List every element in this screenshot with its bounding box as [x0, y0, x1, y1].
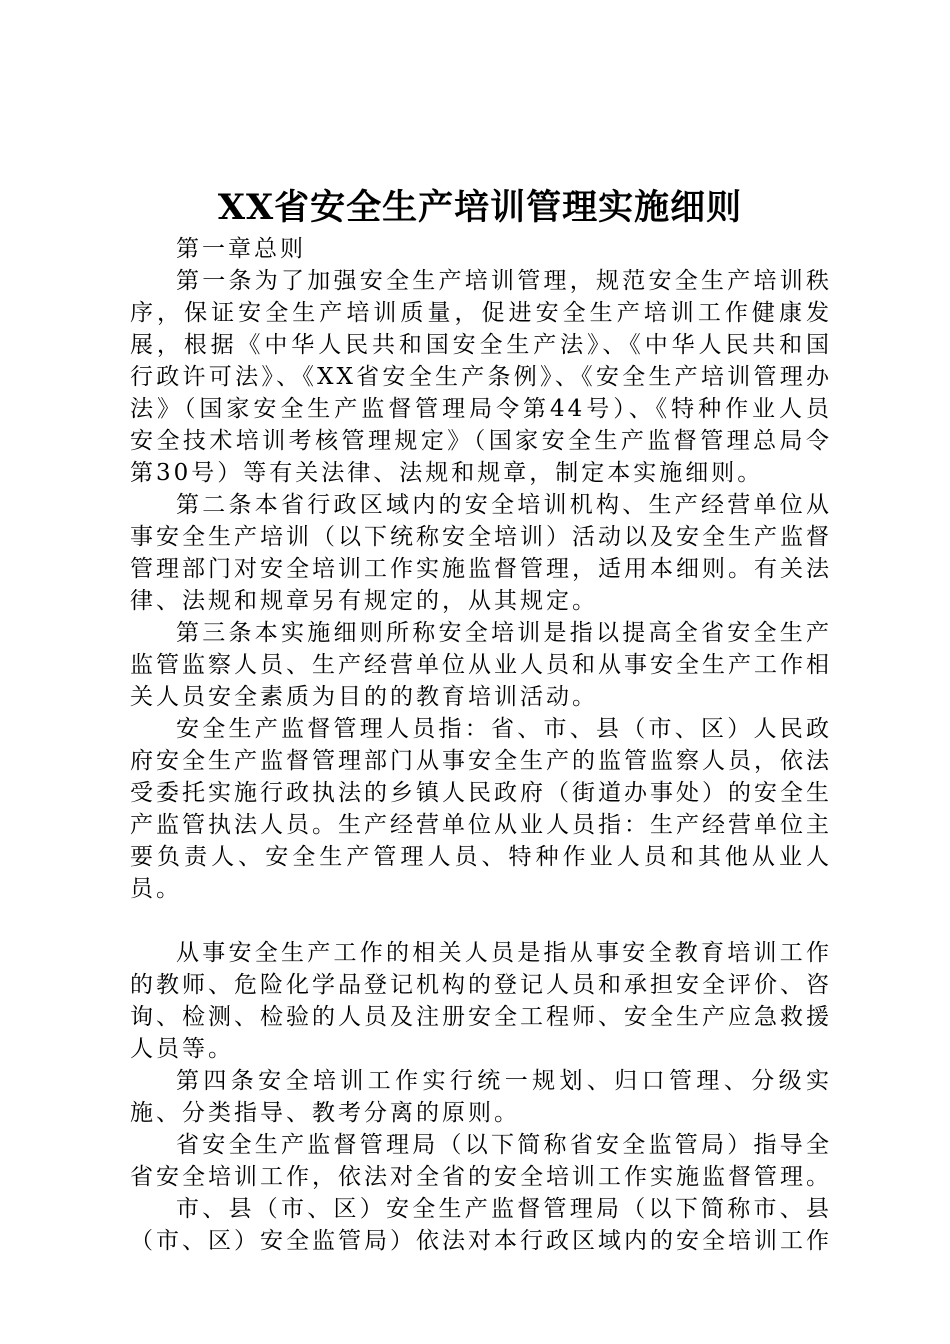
article-3-paragraph: 第三条本实施细则所称安全培训是指以提高全省安全生产监管监察人员、生产经营单位从业人员和从事安全生产工作相关人员安全素质为目的的教育培训活动。: [130, 620, 832, 710]
article-2-paragraph: 第二条本省行政区域内的安全培训机构、生产经营单位从事安全生产培训（以下统称安全培训）活动以及安全生产监督管理部门对安全培训工作实施监督管理，适用本细则。有关法律、法规和规章另有规定的，从其规定。: [130, 492, 832, 614]
document-title: XX省安全生产培训管理实施细则: [217, 187, 743, 228]
article-1-paragraph: 第一条为了加强安全生产培训管理，规范安全生产培训秩序，保证安全生产培训质量，促进安全生产培训工作健康发展，根据《中华人民共和国安全生产法》、《中华人民共和国行政许可法》、《XX省安全生产条例》、《安全生产培训管理办法》（国家安全生产监督管理局令第44号）、《特种作业人员安全技术培训考核管理规定》（国家安全生产监督管理总局令第30号）等有关法律、法规和规章，制定本实施细则。: [130, 268, 832, 486]
chapter-heading: 第一章总则: [176, 236, 306, 262]
article-4-paragraph: 第四条安全培训工作实行统一规划、归口管理、分级实施、分类指导、教考分离的原则。: [130, 1068, 832, 1126]
document-body: [130, 233, 832, 1257]
provincial-bureau-paragraph: 省安全生产监督管理局（以下简称省安全监管局）指导全省安全培训工作，依法对全省的安全培训工作实施监督管理。: [130, 1132, 832, 1190]
municipal-bureau-paragraph: 市、县（市、区）安全生产监督管理局（以下简称市、县（市、区）安全监管局）依法对本行政区域内的安全培训工作: [130, 1196, 832, 1254]
related-personnel-paragraph: 从事安全生产工作的相关人员是指从事安全教育培训工作的教师、危险化学品登记机构的登记人员和承担安全评价、咨询、检测、检验的人员及注册安全工程师、安全生产应急救援人员等。: [130, 940, 832, 1062]
supervision-personnel-paragraph: 安全生产监督管理人员指：省、市、县（市、区）人民政府安全生产监督管理部门从事安全生产的监管监察人员，依法受委托实施行政执法的乡镇人民政府（街道办事处）的安全生产监管执法人员。生产经营单位从业人员指：生产经营单位主要负责人、安全生产管理人员、特种作业人员和其他从业人员。: [130, 716, 832, 902]
